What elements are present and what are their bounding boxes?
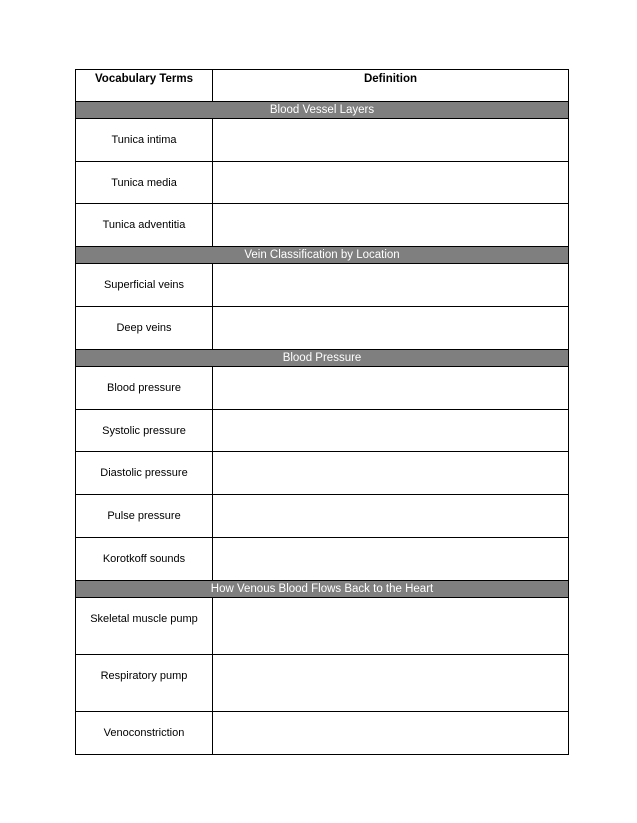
term-cell: Blood pressure [76,367,213,410]
section-header-row [76,350,569,367]
table-row [76,204,569,247]
definition-cell[interactable] [213,367,569,410]
term-cell: Superficial veins [76,264,213,307]
section-header-row [76,247,569,264]
table-row [76,264,569,307]
definition-cell[interactable] [213,655,569,712]
term-cell: Deep veins [76,307,213,350]
definition-cell[interactable] [213,204,569,247]
definition-cell[interactable] [213,307,569,350]
definition-cell[interactable] [213,495,569,538]
section-title: Vein Classification by Location [76,247,569,264]
table-row [76,119,569,162]
table-row [76,598,569,655]
term-cell: Pulse pressure [76,495,213,538]
section-title: Blood Pressure [76,350,569,367]
term-cell: Skeletal muscle pump [76,598,213,655]
definition-cell[interactable] [213,264,569,307]
table-row [76,655,569,712]
definition-cell[interactable] [213,119,569,162]
definition-column-header: Definition [213,70,569,102]
terms-column-header: Vocabulary Terms [76,70,213,102]
table-row [76,162,569,204]
table-row [76,538,569,581]
term-cell: Korotkoff sounds [76,538,213,581]
table-row [76,495,569,538]
table-row [76,307,569,350]
definition-cell[interactable] [213,598,569,655]
term-cell: Tunica adventitia [76,204,213,247]
term-cell: Tunica media [76,162,213,204]
term-cell: Venoconstriction [76,712,213,755]
term-cell: Tunica intima [76,119,213,162]
section-title: Blood Vessel Layers [76,102,569,119]
definition-cell[interactable] [213,538,569,581]
section-header-row [76,102,569,119]
definition-cell[interactable] [213,452,569,495]
definition-cell[interactable] [213,712,569,755]
definition-cell[interactable] [213,162,569,204]
section-header-row [76,581,569,598]
definition-cell[interactable] [213,410,569,452]
vocabulary-table [75,69,569,755]
term-cell: Systolic pressure [76,410,213,452]
table-row [76,367,569,410]
table-header-row [76,70,569,102]
table-row [76,452,569,495]
term-cell: Diastolic pressure [76,452,213,495]
section-title: How Venous Blood Flows Back to the Heart [76,581,569,598]
term-cell: Respiratory pump [76,655,213,712]
table-row [76,410,569,452]
table-row [76,712,569,755]
